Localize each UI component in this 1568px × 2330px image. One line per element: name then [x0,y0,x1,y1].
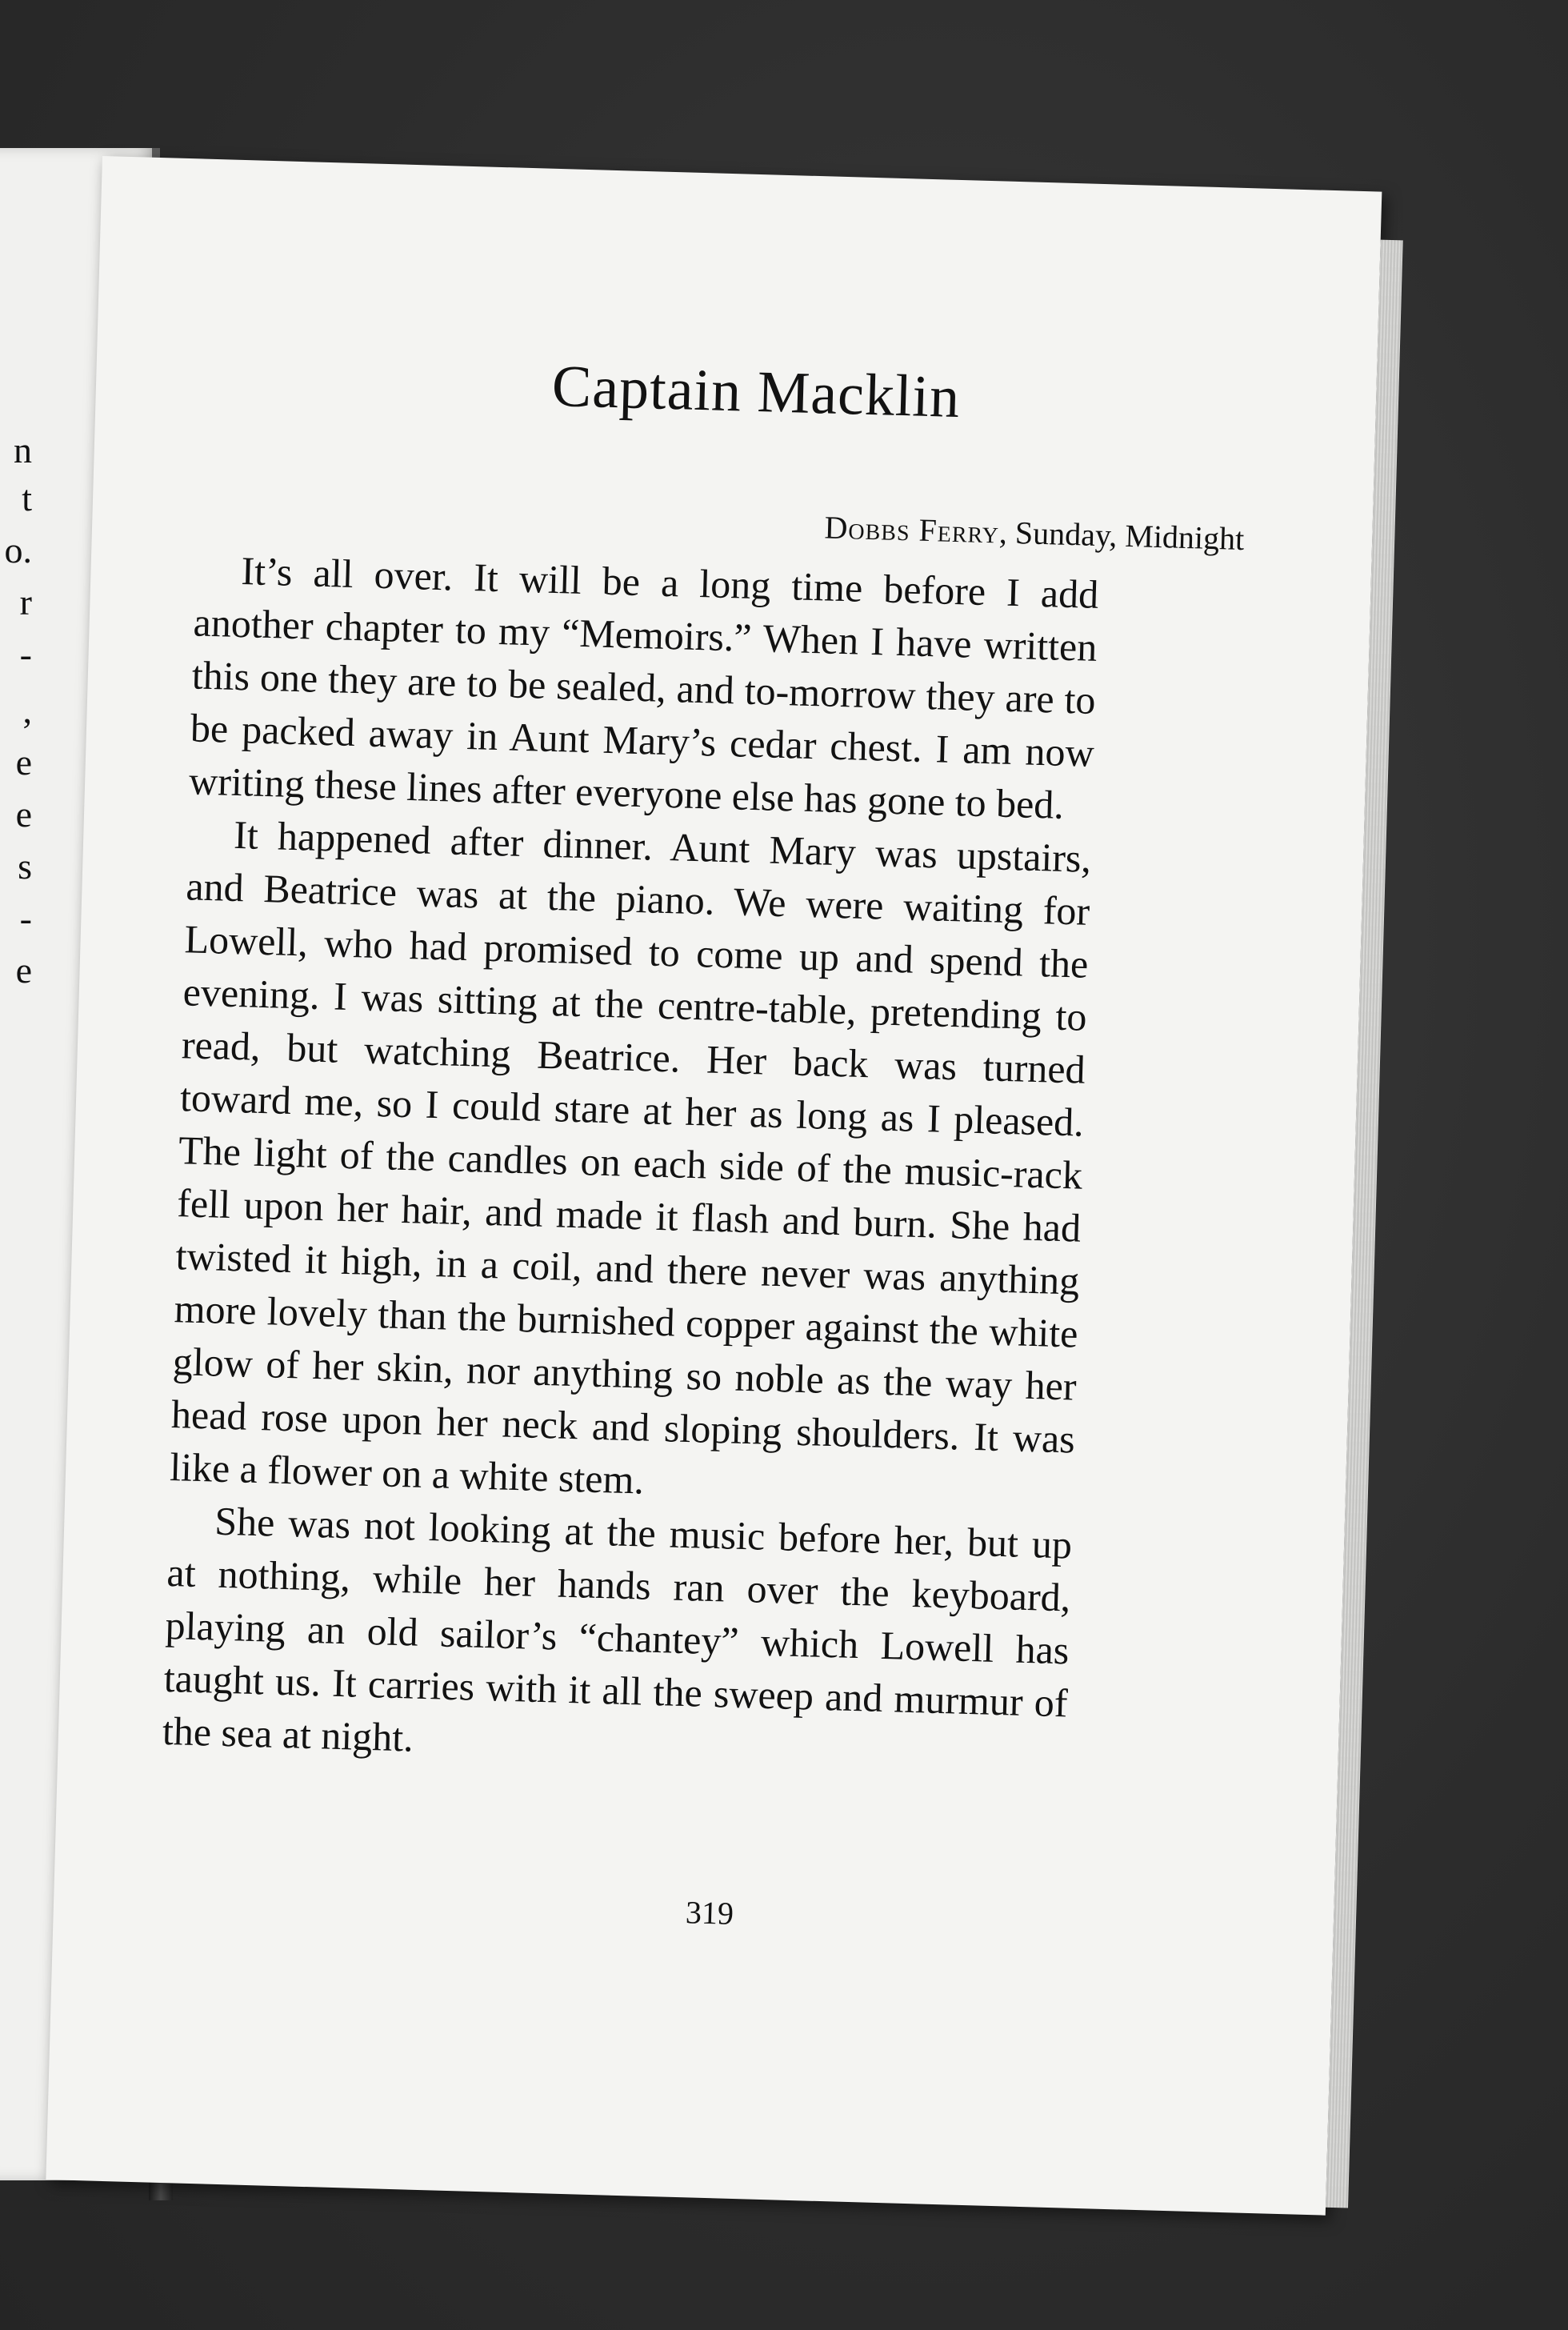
fragment-char: e [15,950,32,991]
fragment-char: - [19,634,32,675]
dateline [824,508,1245,558]
dateline-time: , Sunday, Midnight [998,514,1245,558]
fragment-char: s [18,846,32,887]
fragment-char: e [15,742,32,783]
page-number: 319 [685,1894,734,1932]
body-text [162,542,1099,1782]
paragraph: It happened after dinner. Aunt Mary was upstairs, and Beatrice was at the piano. We were waiting for Lowell, who had promised to come up and spend the evening. I was sitting at the centre-table, pretending to read, but watching Beatrice. Her back was turned toward me, so I could stare at her as long as I pleased. The light of the candles on each side of the music-rack fell upon her hair, and made it flash and burn. She had twisted it high, in a coil, and there never was anything more lovely than the burnished copper against the white glow of her skin, nor anything so noble as the way her head rose upon her neck and sloping shoulders. It was like a flower on a white stem. [169,811,1092,1503]
fragment-char: e [15,794,32,835]
book-page [46,156,1382,2216]
paragraph: She was not looking at the music before her, but up at nothing, while her hands ran over the keyboard, playing an old sailor’s “chantey” which Lowell has taught us. It carries with it all the sweep and murmur of the sea at night. [162,1498,1073,1760]
fragment-char: t [22,478,32,518]
dateline-place: Dobbs Ferry [824,509,1000,550]
fragment-char: - [19,898,32,939]
chapter-title: Captain Macklin [550,353,962,431]
fragment-char: o. [4,530,32,570]
paragraph: It’s all over. It will be a long time before I add another chapter to my “Memoirs.” When I have written this one they are to be sealed, and to-morrow they are to be packed away in Aunt Mary’s cedar chest. I am now writing these lines after everyone else has gone to bed. [188,548,1099,827]
fragment-char: , [22,690,32,731]
fragment-char: r [19,582,32,623]
fragment-char: n [14,430,32,470]
